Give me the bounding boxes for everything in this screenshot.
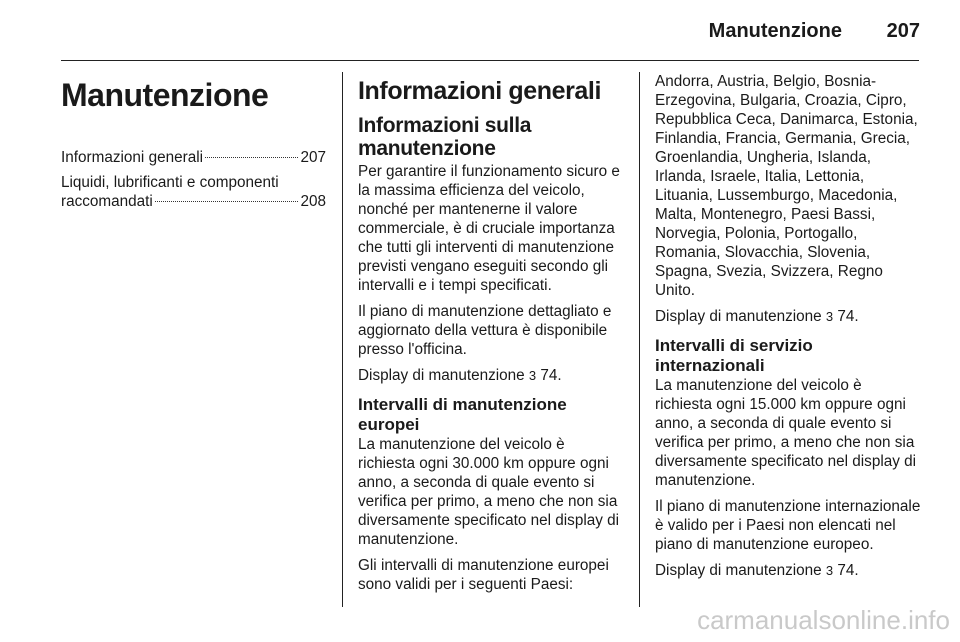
cross-reference-text: Display di manutenzione bbox=[655, 308, 822, 325]
toc-entry-line2 bbox=[61, 192, 326, 211]
toc-entry-fluids[interactable] bbox=[61, 173, 326, 211]
toc-entry-general-info[interactable] bbox=[61, 148, 326, 167]
column-countries bbox=[655, 72, 921, 587]
cross-reference[interactable] bbox=[655, 561, 921, 580]
reference-arrow-icon: 3 bbox=[825, 563, 834, 578]
paragraph: La manutenzione del veicolo è richiesta ogni 30.000 km oppure ogni anno, a seconda di quale evento si verifica per primo, a meno che non sia diversamente specificato nel display di manutenzione. bbox=[358, 436, 620, 548]
toc-entry-label-line1: Liquidi, lubrificanti e componenti bbox=[61, 174, 279, 191]
cross-reference[interactable] bbox=[655, 307, 921, 326]
reference-arrow-icon: 3 bbox=[825, 309, 834, 324]
watermark: carmanualsonline.info bbox=[697, 605, 950, 635]
column-general-info bbox=[358, 72, 623, 601]
toc-leader-dots bbox=[155, 201, 299, 202]
header-divider bbox=[61, 60, 919, 61]
paragraph: Per garantire il funzionamento sicuro e la massima efficienza del veicolo, nonché per mantenerne il valore commerciale, è di cruciale importanza che tutti gli interventi di manutenzione previsti vengano eseguiti secondo gli intervalli e i tempi specificati. bbox=[358, 163, 620, 294]
chapter-title: Manutenzione bbox=[61, 77, 269, 113]
toc-entry-label-line2: raccomandati bbox=[61, 193, 153, 210]
toc-leader-dots bbox=[205, 157, 298, 158]
toc-entry-label: Informazioni generali bbox=[61, 149, 203, 166]
toc-entry-page: 207 bbox=[300, 149, 326, 166]
section-heading-general-info: Informazioni generali bbox=[358, 77, 602, 105]
reference-arrow-icon: 3 bbox=[528, 368, 537, 383]
page-header bbox=[0, 0, 960, 60]
running-header-title: Manutenzione bbox=[708, 20, 842, 42]
column-toc bbox=[61, 72, 326, 217]
cross-reference-page: 74. bbox=[540, 367, 562, 384]
cross-reference-text: Display di manutenzione bbox=[655, 562, 822, 579]
subsection-heading-international-intervals: Intervalli di servizio internazionali bbox=[655, 336, 813, 375]
paragraph: Il piano di manutenzione internazionale è valido per i Paesi non elencati nel piano di manutenzione europeo. bbox=[655, 498, 921, 553]
page-number: 207 bbox=[886, 20, 920, 42]
cross-reference[interactable] bbox=[358, 366, 623, 385]
cross-reference-page: 74. bbox=[837, 562, 859, 579]
cross-reference-text: Display di manutenzione bbox=[358, 367, 525, 384]
column-divider-1 bbox=[342, 72, 343, 607]
paragraph: Gli intervalli di manutenzione europei sono validi per i seguenti Paesi: bbox=[358, 557, 609, 593]
subsection-heading-maintenance-info: Informazioni sulla manutenzione bbox=[358, 114, 532, 160]
paragraph-country-list: Andorra, Austria, Belgio, Bosnia-Erzegovina, Bulgaria, Croazia, Cipro, Repubblica Ceca, Danimarca, Estonia, Finlandia, Francia, Germania, Grecia, Groenlandia, Ungheria, Islanda, Irlanda, Israele, Italia, Lettonia, Lituania, Lussemburgo, Macedonia, Malta, Montenegro, Paesi Bassi, Norvegia, Polonia, Portogallo, Romania, Slovacchia, Slovenia, Spagna, Svezia, Svizzera, Regno Unito. bbox=[655, 73, 918, 299]
subsection-heading-european-intervals: Intervalli di manutenzione europei bbox=[358, 395, 567, 434]
paragraph: La manutenzione del veicolo è richiesta ogni 15.000 km oppure ogni anno, a seconda di quale evento si verifica per primo, a meno che non sia diversamente specificato nel display di manutenzione. bbox=[655, 377, 917, 489]
column-divider-2 bbox=[639, 72, 640, 607]
toc-entry-page: 208 bbox=[300, 193, 326, 210]
cross-reference-page: 74. bbox=[837, 308, 859, 325]
paragraph: Il piano di manutenzione dettagliato e aggiornato della vettura è disponibile presso l'officina. bbox=[358, 303, 612, 358]
